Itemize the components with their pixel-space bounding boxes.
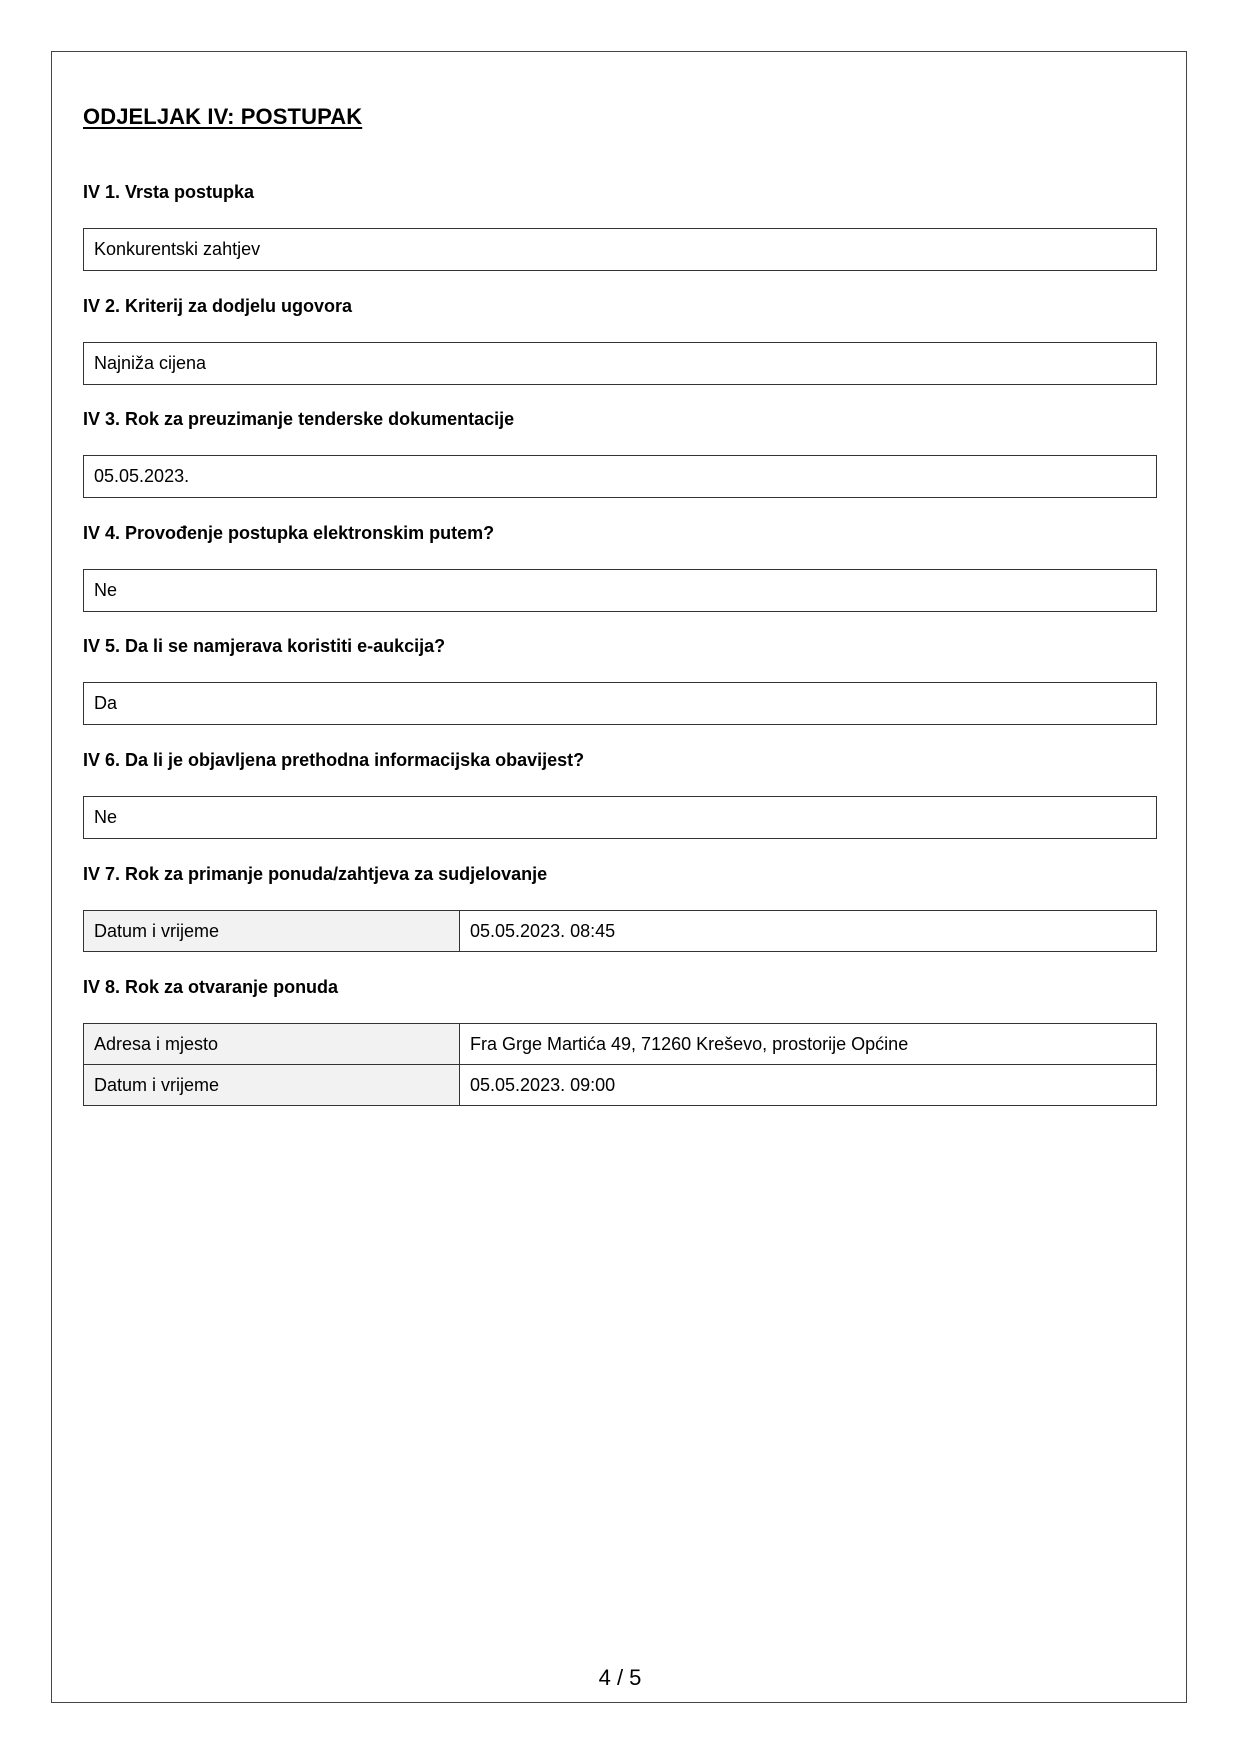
question-label-iv7: IV 7. Rok za primanje ponuda/zahtjeva za sudjelovanje xyxy=(83,864,548,884)
opening-offers-table xyxy=(83,1023,1157,1106)
question-label-iv4: IV 4. Provođenje postupka elektronskim putem? xyxy=(83,523,495,543)
question-label-iv3: IV 3. Rok za preuzimanje tenderske dokumentacije xyxy=(83,409,515,429)
answer-value-iv3: 05.05.2023. xyxy=(94,466,190,486)
table-value-cell: 05.05.2023. 08:45 xyxy=(460,911,1157,952)
question-label-iv2: IV 2. Kriterij za dodjelu ugovora xyxy=(83,296,353,316)
answer-value-iv4: Ne xyxy=(94,580,118,600)
question-label-iv5: IV 5. Da li se namjerava koristiti e-aukcija? xyxy=(83,636,446,656)
table-key-cell: Datum i vrijeme xyxy=(84,1065,460,1106)
answer-box-iv2 xyxy=(83,342,1157,385)
answer-value-iv6: Ne xyxy=(94,807,118,827)
answer-value-iv1: Konkurentski zahtjev xyxy=(94,239,261,259)
answer-box-iv4 xyxy=(83,569,1157,612)
answer-box-iv5 xyxy=(83,682,1157,725)
table-value-cell: Fra Grge Martića 49, 71260 Kreševo, prostorije Općine xyxy=(460,1024,1157,1065)
answer-box-iv1 xyxy=(83,228,1157,271)
table-row xyxy=(84,911,1157,952)
page-number: 4 / 5 xyxy=(598,1665,642,1690)
question-label-iv8: IV 8. Rok za otvaranje ponuda xyxy=(83,977,339,997)
question-label-iv1: IV 1. Vrsta postupka xyxy=(83,182,255,202)
answer-box-iv6 xyxy=(83,796,1157,839)
table-key-cell: Adresa i mjesto xyxy=(84,1024,460,1065)
answer-value-iv2: Najniža cijena xyxy=(94,353,207,373)
table-key-cell: Datum i vrijeme xyxy=(84,911,460,952)
deadline-offers-table xyxy=(83,910,1157,952)
section-title: ODJELJAK IV: POSTUPAK xyxy=(83,104,363,129)
table-value-cell: 05.05.2023. 09:00 xyxy=(460,1065,1157,1106)
answer-value-iv5: Da xyxy=(94,693,118,713)
answer-box-iv3 xyxy=(83,455,1157,498)
table-row xyxy=(84,1065,1157,1106)
table-row xyxy=(84,1024,1157,1065)
question-label-iv6: IV 6. Da li je objavljena prethodna informacijska obavijest? xyxy=(83,750,585,770)
